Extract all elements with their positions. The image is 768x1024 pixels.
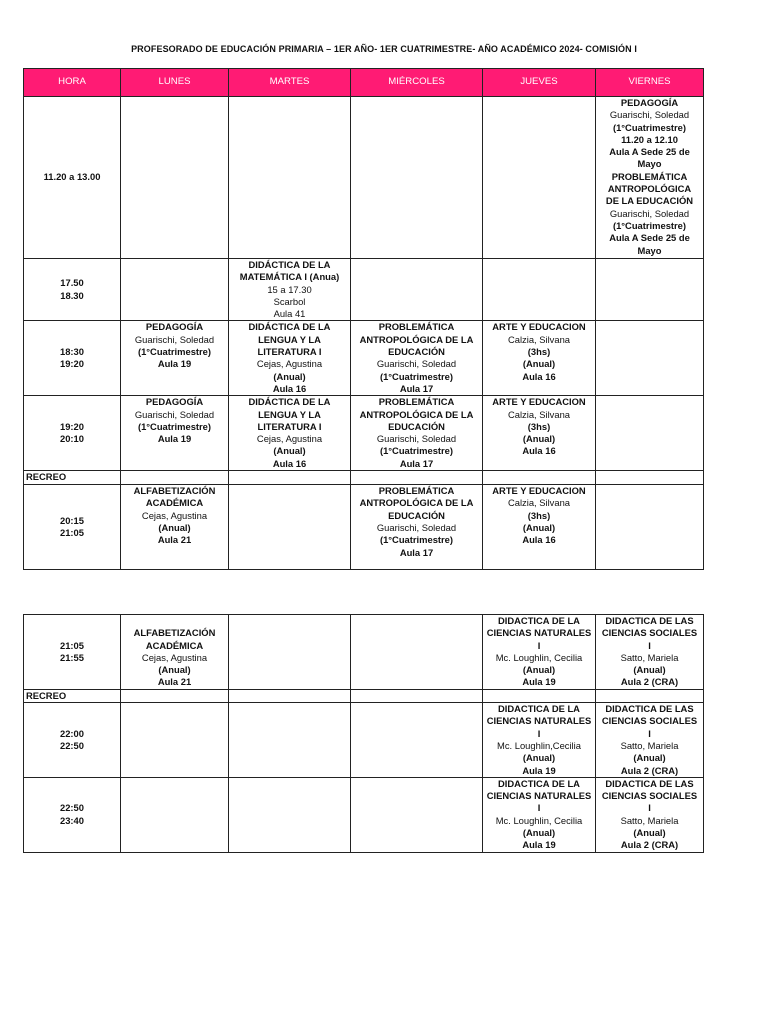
subject-name: MATEMÁTICA I (Anua) bbox=[239, 271, 340, 283]
subject-name: LENGUA Y LA bbox=[258, 408, 321, 420]
classroom: Aula 19 bbox=[157, 433, 192, 445]
empty-cell bbox=[596, 471, 704, 485]
time-range: 15 a 17.30 bbox=[267, 283, 312, 295]
period: (Anual) bbox=[633, 752, 666, 764]
hora-end: 19:20 bbox=[60, 358, 84, 370]
classroom: Aula 2 (CRA) bbox=[620, 839, 679, 851]
subject-name: PEDAGOGÍA bbox=[620, 97, 679, 108]
table-row bbox=[24, 97, 704, 259]
empty-cell bbox=[351, 471, 483, 485]
viernes-cell bbox=[596, 259, 704, 321]
viernes-cell bbox=[596, 485, 704, 570]
martes-cell bbox=[229, 703, 351, 778]
subject-name: DE LA EDUCACIÓN bbox=[605, 195, 694, 207]
recreo-row bbox=[24, 689, 704, 702]
subject-name: ARTE Y EDUCACION bbox=[492, 321, 586, 333]
subject-name: PEDAGOGÍA bbox=[145, 321, 204, 333]
header-miercoles: MIÉRCOLES bbox=[351, 69, 483, 97]
jueves-cell bbox=[483, 97, 596, 259]
table-row bbox=[24, 703, 704, 778]
period: (1°Cuatrimestre) bbox=[612, 121, 687, 133]
teacher-name: Satto, Mariela bbox=[620, 739, 679, 751]
header-viernes: VIERNES bbox=[596, 69, 704, 97]
table-row bbox=[24, 777, 704, 852]
table-row bbox=[24, 396, 704, 471]
period: (1°Cuatrimestre) bbox=[612, 219, 687, 231]
period: (1°Cuatrimestre) bbox=[379, 534, 454, 546]
martes-cell bbox=[229, 97, 351, 259]
hora-end: 21:55 bbox=[60, 651, 84, 663]
viernes-cell bbox=[596, 396, 704, 471]
hora-cell bbox=[24, 615, 121, 690]
teacher-name: Guarischi, Soledad bbox=[376, 521, 457, 533]
subject-name: LITERATURA I bbox=[257, 420, 322, 432]
time-range: 11.20 a 12.10 bbox=[621, 133, 678, 145]
schedule-table-1 bbox=[23, 68, 704, 570]
hora-cell bbox=[24, 321, 121, 396]
jueves-cell bbox=[483, 396, 596, 471]
subject-name: ALFABETIZACIÓN bbox=[133, 627, 216, 639]
subject-name: CIENCIAS SOCIALES bbox=[601, 790, 698, 802]
miercoles-cell bbox=[351, 97, 483, 259]
period: (1°Cuatrimestre) bbox=[137, 346, 212, 358]
subject-name: LENGUA Y LA bbox=[258, 333, 321, 345]
lunes-cell bbox=[121, 485, 229, 570]
subject-name: EDUCACIÓN bbox=[388, 346, 445, 358]
hora-start: 17.50 bbox=[60, 277, 84, 289]
period: (Anual) bbox=[522, 827, 556, 839]
hora-cell bbox=[24, 777, 121, 852]
period: (Anual) bbox=[273, 445, 306, 457]
viernes-cell bbox=[596, 97, 704, 259]
hora-end: 21:05 bbox=[60, 527, 84, 539]
miercoles-cell bbox=[351, 396, 483, 471]
subject-name: I bbox=[648, 802, 651, 814]
martes-cell bbox=[229, 777, 351, 852]
table-row bbox=[24, 321, 704, 396]
subject-name: ACADÉMICA bbox=[145, 497, 204, 509]
table-row bbox=[24, 259, 704, 321]
subject-name: DIDACTICA DE LAS bbox=[605, 615, 694, 626]
hora-start: 20:15 bbox=[60, 514, 84, 526]
classroom: Aula A Sede 25 de bbox=[609, 232, 690, 244]
period: (Anual) bbox=[158, 521, 191, 533]
classroom: Aula 19 bbox=[522, 839, 556, 851]
hora-start: 21:05 bbox=[60, 639, 84, 651]
teacher-name: Scarbol bbox=[273, 295, 306, 307]
subject-name: DIDACTICA DE LA bbox=[498, 703, 580, 715]
recreo-row bbox=[24, 471, 704, 485]
empty-cell bbox=[351, 689, 483, 702]
classroom: Aula 21 bbox=[157, 676, 192, 688]
classroom: Aula 2 (CRA) bbox=[620, 764, 679, 776]
hora-end: 18.30 bbox=[60, 289, 84, 301]
period: (Anual) bbox=[522, 358, 556, 370]
subject-name: EDUCACIÓN bbox=[388, 420, 445, 432]
martes-cell bbox=[229, 259, 351, 321]
subject-name: PROBLEMÁTICA bbox=[378, 321, 455, 333]
hora-cell bbox=[24, 259, 121, 321]
jueves-cell bbox=[483, 485, 596, 570]
miercoles-cell bbox=[351, 321, 483, 396]
empty-cell bbox=[596, 689, 704, 702]
jueves-cell bbox=[483, 777, 596, 852]
period: (1°Cuatrimestre) bbox=[379, 445, 454, 457]
classroom: Aula 17 bbox=[399, 457, 434, 469]
subject-name: DIDACTICA DE LA bbox=[498, 777, 580, 789]
jueves-cell bbox=[483, 321, 596, 396]
martes-cell bbox=[229, 321, 351, 396]
teacher-name: Guarischi, Soledad bbox=[134, 333, 215, 345]
schedule-table-2 bbox=[23, 614, 704, 853]
subject-name: CIENCIAS SOCIALES bbox=[601, 627, 698, 639]
subject-name: LITERATURA I bbox=[257, 346, 322, 358]
subject-name: PEDAGOGÍA bbox=[145, 396, 204, 408]
teacher-name: Guarischi, Soledad bbox=[609, 109, 690, 121]
header-hora: HORA bbox=[24, 69, 121, 97]
table-row bbox=[24, 615, 704, 690]
subject-name: PROBLEMÁTICA bbox=[611, 170, 688, 182]
viernes-cell bbox=[596, 615, 704, 690]
subject-name: ANTROPOLÓGICA bbox=[607, 183, 692, 195]
teacher-name: Mc. Loughlin, Cecilia bbox=[495, 814, 583, 826]
classroom: Aula 17 bbox=[399, 546, 434, 558]
hours: (3hs) bbox=[527, 420, 551, 432]
period: (Anual) bbox=[633, 827, 666, 839]
recreo-label: RECREO bbox=[24, 689, 121, 702]
martes-cell bbox=[229, 485, 351, 570]
hours: (3hs) bbox=[527, 346, 551, 358]
hora-end: 20:10 bbox=[60, 433, 84, 445]
period: (1°Cuatrimestre) bbox=[137, 420, 212, 432]
subject-name: DIDACTICA DE LAS bbox=[605, 777, 694, 789]
period: (Anual) bbox=[158, 664, 191, 676]
empty-cell bbox=[483, 471, 596, 485]
hours: (3hs) bbox=[527, 509, 551, 521]
subject-name: ANTROPOLÓGICA DE LA bbox=[359, 408, 474, 420]
hora-start: 22:50 bbox=[60, 802, 84, 814]
martes-cell bbox=[229, 615, 351, 690]
teacher-name: Calzia, Silvana bbox=[507, 497, 570, 509]
miercoles-cell bbox=[351, 777, 483, 852]
hora-cell bbox=[24, 396, 121, 471]
teacher-name: Calzia, Silvana bbox=[507, 408, 570, 420]
header-lunes: LUNES bbox=[121, 69, 229, 97]
header-jueves: JUEVES bbox=[483, 69, 596, 97]
teacher-name: Cejas, Agustina bbox=[256, 433, 323, 445]
classroom: Aula 16 bbox=[272, 457, 307, 469]
jueves-cell bbox=[483, 615, 596, 690]
teacher-name: Cejas, Agustina bbox=[141, 651, 208, 663]
teacher-name: Guarischi, Soledad bbox=[376, 358, 457, 370]
lunes-cell bbox=[121, 321, 229, 396]
hora-start: 22:00 bbox=[60, 727, 84, 739]
subject-name: DIDÁCTICA DE LA bbox=[248, 321, 331, 333]
miercoles-cell bbox=[351, 703, 483, 778]
classroom: Aula 16 bbox=[522, 534, 556, 546]
header-row bbox=[24, 69, 704, 97]
period: (Anual) bbox=[522, 664, 556, 676]
teacher-name: Guarischi, Soledad bbox=[376, 433, 457, 445]
table-row bbox=[24, 485, 704, 570]
subject-name: DIDÁCTICA DE LA bbox=[248, 259, 331, 270]
classroom: Aula 16 bbox=[522, 370, 556, 382]
subject-name: PROBLEMÁTICA bbox=[378, 396, 455, 408]
hora-end: 22:50 bbox=[60, 739, 84, 751]
hora-start: 19:20 bbox=[60, 420, 84, 432]
viernes-cell bbox=[596, 703, 704, 778]
classroom: Aula 17 bbox=[399, 382, 434, 394]
lunes-cell bbox=[121, 259, 229, 321]
hora-text: 11.20 a 13.00 bbox=[43, 171, 101, 183]
subject-name: I bbox=[648, 727, 651, 739]
miercoles-cell bbox=[351, 485, 483, 570]
subject-name: EDUCACIÓN bbox=[388, 509, 445, 521]
hora-cell bbox=[24, 97, 121, 259]
period: (Anual) bbox=[522, 433, 556, 445]
empty-cell bbox=[229, 471, 351, 485]
miercoles-cell bbox=[351, 615, 483, 690]
subject-name: ARTE Y EDUCACION bbox=[492, 485, 586, 497]
lunes-cell bbox=[121, 777, 229, 852]
teacher-name: Cejas, Agustina bbox=[141, 509, 208, 521]
subject-name: I bbox=[537, 802, 541, 814]
period: (Anual) bbox=[633, 664, 666, 676]
subject-name: CIENCIAS NATURALES bbox=[486, 715, 592, 727]
hora-end: 23:40 bbox=[60, 814, 84, 826]
subject-name: I bbox=[648, 639, 651, 651]
lunes-cell bbox=[121, 703, 229, 778]
period: (Anual) bbox=[522, 752, 556, 764]
jueves-cell bbox=[483, 259, 596, 321]
subject-name: CIENCIAS NATURALES bbox=[486, 790, 592, 802]
martes-cell bbox=[229, 396, 351, 471]
header-martes: MARTES bbox=[229, 69, 351, 97]
teacher-name: Guarischi, Soledad bbox=[134, 408, 215, 420]
subject-name: ANTROPOLÓGICA DE LA bbox=[359, 497, 474, 509]
classroom: Aula 19 bbox=[157, 358, 192, 370]
page-title: PROFESORADO DE EDUCACIÓN PRIMARIA – 1ER AÑO- 1ER CUATRIMESTRE- AÑO ACADÉMICO 2024- COMISIÓN I bbox=[131, 44, 637, 54]
period: (Anual) bbox=[273, 370, 306, 382]
classroom: Aula 41 bbox=[273, 308, 306, 320]
classroom: Aula 16 bbox=[522, 445, 556, 457]
viernes-cell bbox=[596, 321, 704, 396]
lunes-cell bbox=[121, 97, 229, 259]
teacher-name: Mc. Loughlin,Cecilia bbox=[497, 739, 581, 751]
classroom: Aula 2 (CRA) bbox=[620, 676, 679, 688]
subject-name: PROBLEMÁTICA bbox=[378, 485, 455, 497]
teacher-name: Calzia, Silvana bbox=[507, 333, 570, 345]
teacher-name: Guarischi, Soledad bbox=[609, 207, 690, 219]
teacher-name: Cejas, Agustina bbox=[256, 358, 323, 370]
miercoles-cell bbox=[351, 259, 483, 321]
period: (1°Cuatrimestre) bbox=[379, 370, 454, 382]
subject-name: ALFABETIZACIÓN bbox=[133, 485, 216, 497]
classroom: Aula 19 bbox=[522, 676, 556, 688]
subject-name: CIENCIAS NATURALES bbox=[486, 627, 592, 639]
period: (Anual) bbox=[522, 521, 556, 533]
subject-name: I bbox=[537, 639, 541, 651]
teacher-name: Satto, Mariela bbox=[620, 651, 679, 663]
hora-start: 18:30 bbox=[60, 346, 84, 358]
subject-name: DIDACTICA DE LAS bbox=[605, 703, 694, 715]
jueves-cell bbox=[483, 703, 596, 778]
hora-cell bbox=[24, 703, 121, 778]
empty-cell bbox=[229, 689, 351, 702]
subject-name: DIDÁCTICA DE LA bbox=[248, 396, 331, 408]
lunes-cell bbox=[121, 615, 229, 690]
subject-name: I bbox=[537, 727, 541, 739]
classroom: Mayo bbox=[637, 244, 662, 256]
classroom: Aula A Sede 25 de bbox=[609, 146, 690, 158]
classroom: Aula 19 bbox=[522, 764, 556, 776]
classroom: Mayo bbox=[637, 158, 662, 170]
empty-cell bbox=[121, 689, 229, 702]
subject-name: CIENCIAS SOCIALES bbox=[601, 715, 698, 727]
empty-cell bbox=[483, 689, 596, 702]
classroom: Aula 21 bbox=[157, 534, 192, 546]
teacher-name: Satto, Mariela bbox=[620, 814, 679, 826]
classroom: Aula 16 bbox=[272, 382, 307, 394]
teacher-name: Mc. Loughlin, Cecilia bbox=[495, 651, 583, 663]
hora-cell bbox=[24, 485, 121, 570]
subject-name: ANTROPOLÓGICA DE LA bbox=[359, 333, 474, 345]
subject-name: ARTE Y EDUCACION bbox=[492, 396, 586, 408]
lunes-cell bbox=[121, 396, 229, 471]
empty-cell bbox=[121, 471, 229, 485]
subject-name: DIDACTICA DE LA bbox=[498, 615, 580, 626]
subject-name: ACADÉMICA bbox=[145, 639, 204, 651]
viernes-cell bbox=[596, 777, 704, 852]
recreo-label: RECREO bbox=[24, 471, 121, 485]
